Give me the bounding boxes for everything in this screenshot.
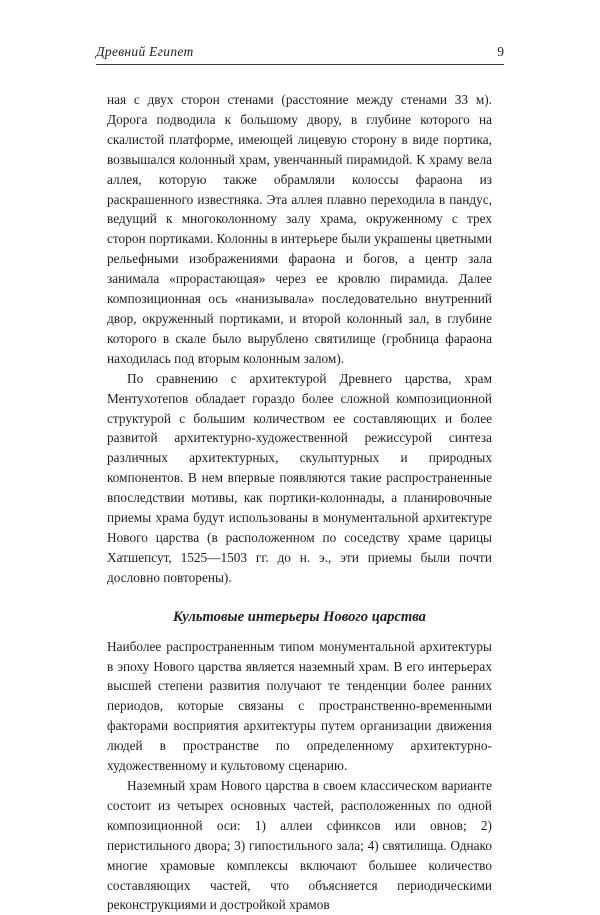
- paragraph: По сравнению с архитектурой Древнего царства, храм Ментухотепов обладает гораздо более сложной композиционной структурой с большим количеством ее составляющих и более развитой архитектурно-художественной режиссурой синтеза различных архитектурных, скульптурных и природных компонентов. В нем впервые появляются такие распространенные впоследствии мотивы, как портики-колоннады, а планировочные приемы храма будут использованы в монументальной архитектуре Нового царства (в расположенном по соседству храме царицы Хатшепсут, 1525—1503 гг. до н. э., эти приемы были почти дословно повторены).: [107, 370, 492, 585]
- running-title: Древний Египет: [96, 44, 194, 59]
- paragraph: Наиболее распространенным типом монументальной архитектуры в эпоху Нового царства является наземный храм. В его интерьерах высшей степени развития получают те тенденции более ранних периодов, которые связаны с пространственно-временными факторами восприятия архитектуры путем организации движения людей в пространстве по определенному архитектурно-художественному и культовому сценарию.: [107, 638, 492, 774]
- page-number: 9: [497, 44, 504, 59]
- body-text: [107, 90, 492, 915]
- section-heading: Культовые интерьеры Нового царства: [173, 608, 426, 625]
- running-header: [96, 44, 504, 60]
- paragraph-continued: ная с двух сторон стенами (расстояние между стенами 33 м). Дорога подводила к большому двору, в глубине которого на скалистой платформе, имеющей лицевую сторону в виде портика, возвышался колонный храм, увенчанный пирамидой. К храму вела аллея, которую также обрамляли колоссы фараона из раскрашенного известняка. Эта аллея плавно переходила в пандус, ведущий к многоколонному залу храма, окруженному с трех сторон портиками. Колонны в интерьере были украшены цветными рельефными изображениями фараона и богов, а центр зала занимала «прорастающая» через ее кровлю пирамида. Далее композиционная ось «нанизывала» последовательно внутренний двор, окруженный портиками, и второй колонный зал, в глубине которого в скале было вырублено святилище (гробница фараона находилась под вторым колонным залом).: [107, 92, 492, 366]
- header-rule: [96, 64, 504, 65]
- paragraph: Наземный храм Нового царства в своем классическом варианте состоит из четырех основных частей, расположенных по одной композиционной оси: 1) аллеи сфинксов или овнов; 2) перистильного двора; 3) гипостильного зала; 4) святилища. Однако многие храмовые комплексы включают большее количество составляющих частей, что объясняется периодическими реконструкциями и достройкой храмов: [107, 778, 492, 913]
